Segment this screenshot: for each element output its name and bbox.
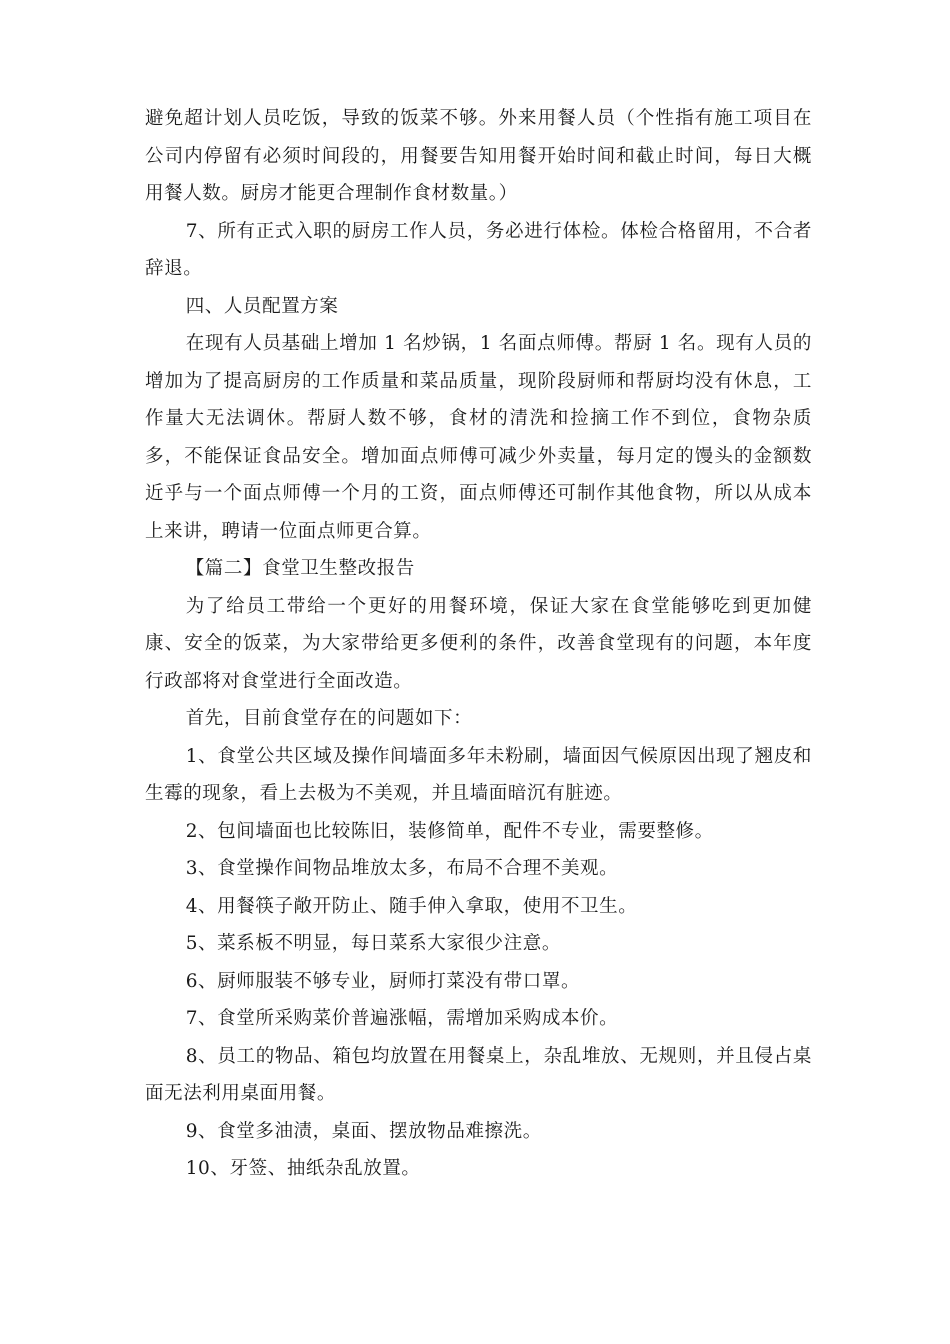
paragraph-problems-intro: 首先，目前食堂存在的问题如下： <box>185 708 473 729</box>
list-item-problem-10: 10、牙签、抽纸杂乱放置。 <box>185 1158 421 1179</box>
list-item-problem-8: 8、员工的物品、箱包均放置在用餐桌上，杂乱堆放、无规则，并且侵占桌面无法利用桌面用餐。 <box>145 1045 812 1104</box>
list-item-problem-5: 5、菜系板不明显，每日菜系大家很少注意。 <box>185 933 561 954</box>
paragraph-item-7-physical-exam: 7、所有正式入职的厨房工作人员，务必进行体检。体检合格留用，不合者辞退。 <box>145 220 812 279</box>
list-item-problem-3: 3、食堂操作间物品堆放太多，布局不合理不美观。 <box>185 858 619 879</box>
list-item-problem-1: 1、食堂公共区域及操作间墙面多年未粉刷，墙面因气候原因出现了翘皮和生霉的现象，看上去极为不美观，并且墙面暗沉有脏迹。 <box>145 745 812 804</box>
list-item-problem-4: 4、用餐筷子敞开防止、随手伸入拿取，使用不卫生。 <box>185 895 638 917</box>
list-item-problem-7: 7、食堂所采购菜价普遍涨幅，需增加采购成本价。 <box>185 1008 619 1029</box>
section-heading-part-two: 【篇二】食堂卫生整改报告 <box>185 558 415 579</box>
paragraph-staffing-details: 在现有人员基础上增加 1 名炒锅，1 名面点师傅。帮厨 1 名。现有人员的增加为了提高厨房的工作质量和菜品质量，现阶段厨师和帮厨均没有休息，工作量大无法调休。帮厨人数不够，食材的清洗和捡摘工作不到位，食物杂质多，不能保证食品安全。增加面点师傅可减少外卖量，每月定的馒头的金额数近乎与一个面点师傅一个月的工资，面点师傅还可制作其他食物，所以从成本上来讲，聘请一位面点师更合算。 <box>145 333 812 542</box>
list-item-problem-6: 6、厨师服装不够专业，厨师打菜没有带口罩。 <box>185 970 581 992</box>
paragraph-continuation: 避免超计划人员吃饭，导致的饭菜不够。外来用餐人员（个性指有施工项目在公司内停留有必须时间段的，用餐要告知用餐开始时间和截止时间，每日大概用餐人数。厨房才能更合理制作食材数量。） <box>145 108 812 204</box>
list-item-problem-9: 9、食堂多油渍，桌面、摆放物品难擦洗。 <box>185 1120 542 1142</box>
document-body <box>145 100 812 1188</box>
section-heading-staffing-plan: 四、人员配置方案 <box>185 295 339 317</box>
list-item-problem-2: 2、包间墙面也比较陈旧，装修简单，配件不专业，需要整修。 <box>185 820 714 842</box>
paragraph-intro-renovation: 为了给员工带给一个更好的用餐环境，保证大家在食堂能够吃到更加健康、安全的饭菜，为大家带给更多便利的条件，改善食堂现有的问题，本年度行政部将对食堂进行全面改造。 <box>145 595 812 692</box>
